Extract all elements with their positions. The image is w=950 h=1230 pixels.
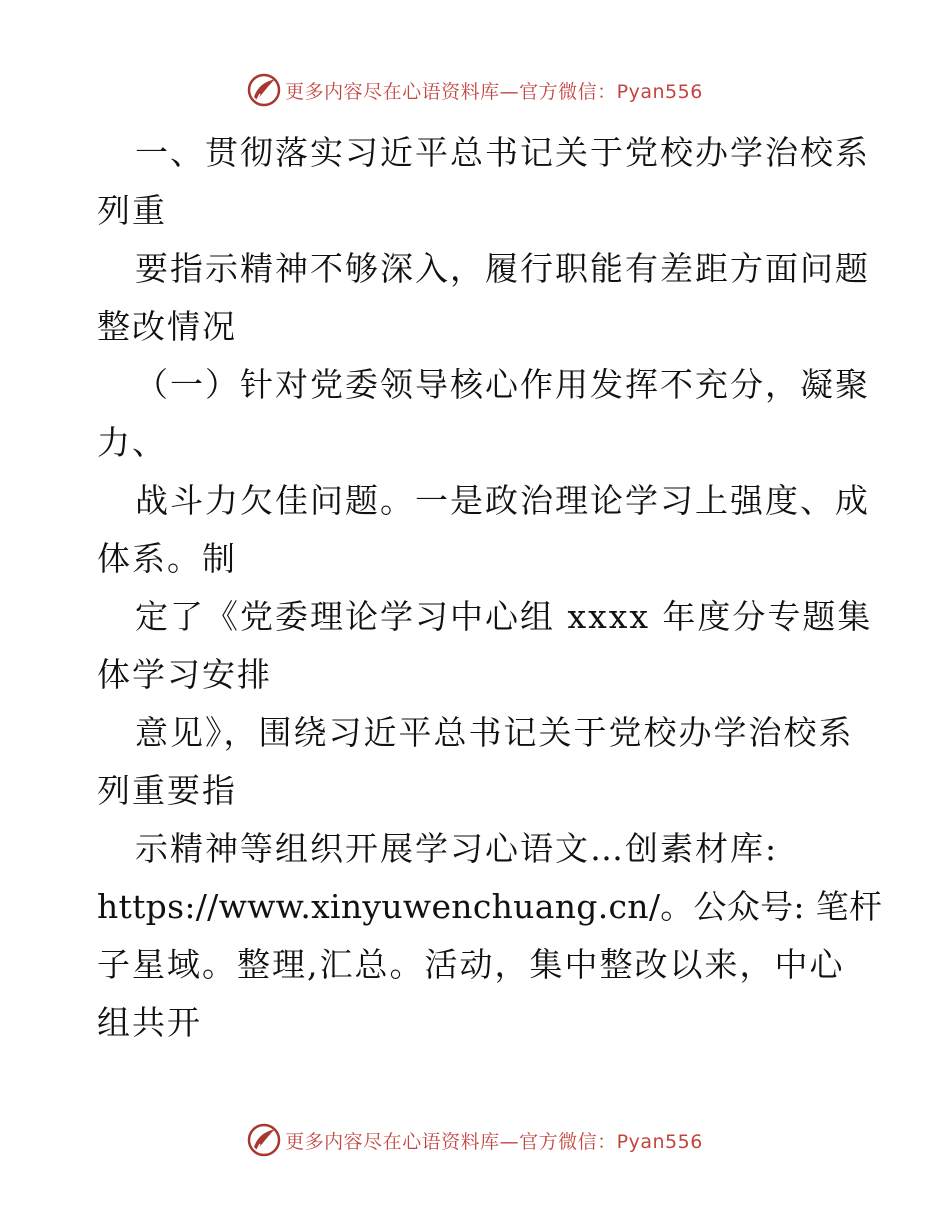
paragraph-line: 要指示精神不够深入，履行职能有差距方面问题 [135,249,870,288]
document-body [97,124,883,1052]
logo-icon [247,73,281,107]
footer-banner-text: 更多内容尽在心语资料库—官方微信：Pyan556 [285,1130,703,1153]
paragraph-line: 列重要指 [97,771,237,810]
paragraph-line: 组共开 [97,1003,202,1042]
footer-banner [0,1120,950,1160]
logo-icon [247,1123,281,1157]
paragraph-line: 列重 [97,191,167,230]
header-banner [0,70,950,110]
paragraph-line: 体系。制 [97,539,237,578]
paragraph-line: （一）针对党委领导核心作用发挥不充分，凝聚 [135,365,870,404]
paragraph-line: 体学习安排 [97,655,272,694]
paragraph-line: 力、 [97,423,167,462]
paragraph-line: 整改情况 [97,307,237,346]
paragraph-line: 一、贯彻落实习近平总书记关于党校办学治校系 [135,133,870,172]
paragraph-line: 子星域。整理,汇总。活动，集中整改以来，中心 [97,945,845,984]
paragraph-line: 战斗力欠佳问题。一是政治理论学习上强度、成 [135,481,870,520]
paragraph-line: 定了《党委理论学习中心组 xxxx 年度分专题集 [135,597,873,636]
header-banner-text: 更多内容尽在心语资料库—官方微信：Pyan556 [285,80,703,103]
paragraph-line: 意见》，围绕习近平总书记关于党校办学治校系 [135,713,854,752]
paragraph-line: 示精神等组织开展学习心语文…创素材库: [135,829,779,868]
paragraph-line: https://www.xinyuwenchuang.cn/。公众号: 笔杆 [97,887,883,926]
